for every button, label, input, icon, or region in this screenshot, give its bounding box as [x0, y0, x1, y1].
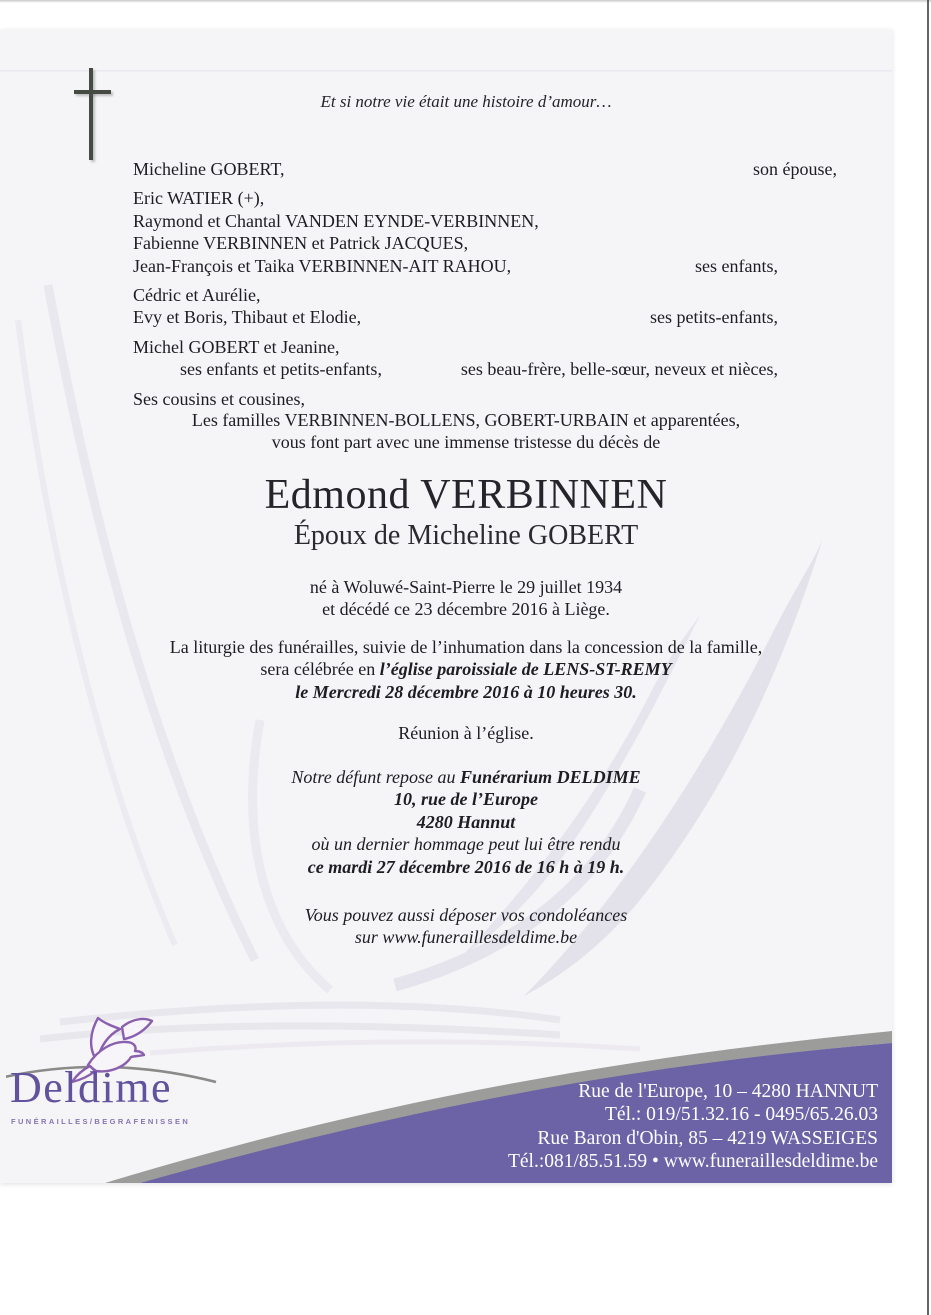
ceremony-block — [40, 636, 892, 703]
birth-line: né à Woluwé-Saint-Pierre le 29 juillet 1934 — [309, 577, 623, 597]
repose-visit-hours: ce mardi 27 décembre 2016 de 16 h à 19 h. — [307, 856, 625, 877]
funerarium-name: Funérarium DELDIME — [460, 767, 641, 787]
opening-quote: Et si notre vie était une histoire d’amour… — [320, 92, 612, 111]
families-announcement — [40, 409, 892, 454]
ceremony-line: sera célébrée en l’église paroissiale de LENS-ST-REMY — [260, 659, 672, 680]
mourner-group-children — [133, 187, 837, 277]
mourner-line: Jean-François et Taika VERBINNEN-AIT RAHOU, — [133, 255, 512, 276]
footer-contact-block — [508, 1080, 878, 1174]
condolence-line: Vous pouvez aussi déposer vos condoléances — [304, 905, 628, 925]
footer-address-2: Rue Baron d'Obin, 85 – 4219 WASSEIGES — [537, 1127, 878, 1149]
brand-subtitle: FUNÉRAILLES/BEGRAFENISSEN — [11, 1117, 191, 1126]
repose-line: où un dernier hommage peut lui être rendu — [311, 834, 621, 855]
mourner-group-spouse — [133, 158, 837, 180]
relation-label: ses enfants, — [695, 255, 778, 276]
repose-city: 4280 Hannut — [416, 811, 516, 832]
mourner-line: Evy et Boris, Thibaut et Elodie, — [133, 307, 362, 328]
mourner-group-grandchildren — [133, 284, 837, 329]
repose-line: Notre défunt repose au Funérarium DELDIME — [291, 767, 641, 787]
mourner-line: ses enfants et petits-enfants, — [180, 359, 382, 380]
mourners-list — [133, 158, 837, 417]
mourner-line: Raymond et Chantal VANDEN EYNDE-VERBINNEN, — [133, 210, 539, 231]
deceased-name: Edmond VERBINNEN — [264, 472, 668, 518]
relation-label: ses petits-enfants, — [650, 307, 778, 328]
mourner-group-inlaws — [133, 336, 837, 381]
mourner-line: Cédric et Aurélie, — [133, 285, 261, 306]
mourner-line: Micheline GOBERT, — [133, 159, 285, 179]
meeting-line: Réunion à l’église. — [398, 723, 534, 743]
relation-label: son épouse, — [753, 159, 837, 179]
death-line: et décédé ce 23 décembre 2016 à Liège. — [322, 599, 610, 620]
ceremony-line: La liturgie des funérailles, suivie de l’inhumation dans la concession de la famille, — [169, 637, 763, 657]
funeral-announcement-card — [0, 30, 892, 1183]
mourner-line: Fabienne VERBINNEN et Patrick JACQUES, — [133, 233, 469, 254]
condolence-line: sur www.funeraillesdeldime.be — [354, 927, 578, 948]
scan-edge-artifact — [927, 0, 929, 1315]
mourner-line: Ses cousins et cousines, — [133, 388, 305, 409]
footer-phone-1: Tél.: 019/51.32.16 - 0495/65.26.03 — [605, 1104, 878, 1126]
repose-street: 10, rue de l’Europe — [394, 789, 538, 810]
mourner-group-cousins — [133, 388, 837, 410]
birth-death-block — [40, 576, 892, 621]
church-name: l’église paroissiale de LENS-ST-REMY — [379, 659, 672, 680]
announcement-line: Les familles VERBINNEN-BOLLENS, GOBERT-URBAIN et apparentées, — [191, 410, 741, 430]
mourner-line: Michel GOBERT et Jeanine, — [133, 336, 340, 357]
ceremony-date-line: le Mercredi 28 décembre 2016 à 10 heures 30. — [295, 681, 637, 702]
announcement-line: vous font part avec une immense tristesse du décès de — [271, 432, 661, 453]
brand-logo — [6, 1016, 221, 1166]
scan-top-shadow — [0, 0, 931, 3]
relation-label: ses beau-frère, belle-sœur, neveux et nièces, — [460, 359, 778, 380]
brand-name: Deldime — [10, 1063, 173, 1112]
repose-block — [40, 766, 892, 878]
footer-address-1: Rue de l'Europe, 10 – 4280 HANNUT — [578, 1081, 878, 1102]
spouse-line: Époux de Micheline GOBERT — [293, 520, 639, 551]
condolences-block — [40, 904, 892, 949]
footer-phone-2: Tél.:081/85.51.59 • www.funeraillesdeldime.be — [507, 1151, 878, 1173]
mourner-line: Eric WATIER (+), — [133, 188, 265, 209]
